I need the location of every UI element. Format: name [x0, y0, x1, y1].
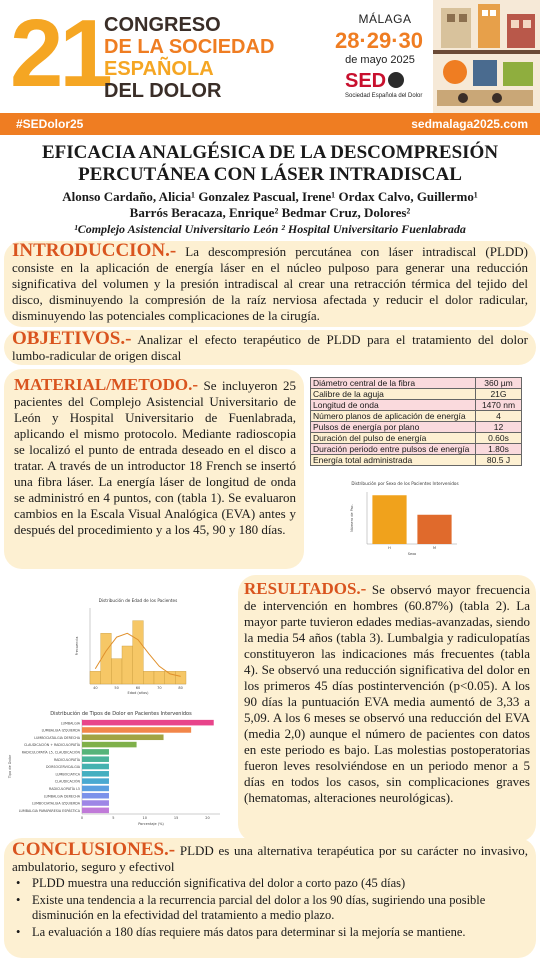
category-label: CLAUDICACIÓN + RADICULOPATÍA: [23, 743, 80, 748]
methods-paragraph: [14, 377, 296, 538]
histogram-bar: [175, 671, 186, 684]
bar: [82, 800, 109, 806]
congress-line-3: ESPAÑOLA: [104, 58, 214, 80]
param-value: 4: [476, 411, 522, 422]
tick-label: 20: [205, 816, 210, 820]
param-row: [311, 422, 522, 433]
section-introduction: [4, 241, 536, 327]
results-paragraph: [244, 581, 530, 806]
param-value: 360 µm: [476, 378, 522, 389]
bar: [82, 786, 109, 792]
category-label: LUMBOCIATALGIA DERECHA: [34, 735, 80, 740]
param-row: [311, 444, 522, 455]
param-row: [311, 400, 522, 411]
congress-header: [0, 0, 540, 113]
congress-title: [104, 14, 274, 102]
malaga-illustration: [433, 0, 540, 113]
category-label: LUMBOCIATALGIA IZQUIERDA: [31, 801, 80, 806]
category-label: RADICULOPATÍA L5, CLAUDICACIÓN: [21, 750, 80, 755]
x-axis-label: Porcentaje (%): [138, 822, 164, 826]
section-methods: [4, 369, 304, 569]
bar: [82, 742, 137, 748]
histogram-bar: [90, 671, 101, 684]
histogram-bar: [165, 671, 176, 684]
category-label: LUMBALGIA IZQUIERDA: [41, 728, 80, 733]
objectives-text: Analizar el efecto terapéutico de PLDD para el tratamiento del dolor lumbo-radicular de origen discal: [12, 332, 528, 363]
sed-logo-mark-icon: [388, 72, 404, 88]
param-value: 0.60s: [476, 433, 522, 444]
tick-label: H: [388, 546, 391, 550]
conclusion-item: • Existe una tendencia a la recurrencia parcial del dolor a los 90 días, sugiriendo una posible disminución en la efectividad del tratamiento a medio plazo.: [12, 893, 528, 923]
congress-month: de mayo 2025: [345, 54, 415, 66]
category-label: LUMBALGIA PARAPARESIA ESPÁSTICA: [18, 808, 80, 813]
sed-logo-text: SED: [345, 70, 387, 92]
param-name: Pulsos de energía por plano: [311, 422, 476, 433]
tick-label: 15: [173, 816, 179, 820]
bar: [82, 749, 109, 755]
bar: [417, 515, 451, 544]
param-value: 1.80s: [476, 444, 522, 455]
tick-label: M: [432, 546, 437, 550]
category-label: RADICULOPATÍA: [54, 757, 80, 762]
conclusion-item: • La evaluación a 180 días requiere más datos para determinar si la mejoría se mantiene.: [12, 925, 528, 940]
tick-label: 80: [178, 686, 183, 690]
section-conclusions: [4, 838, 536, 958]
category-label: RADICULOPATÍA L5: [49, 787, 80, 792]
methods-text: Se incluyeron 25 pacientes del Complejo Asistencial Universitario de León y Hospital Universitario de Fuenlabrada, aplicando el mismo protocolo. Mediante radioscopia se localizó el punto de entrada deseado en el disco a tratar. A través de un introductor 18 French se insertó una fibra láser. La energía láser de longitud de onda se administró en 4 puntos, con (tabla 1). Se evaluaron cambios en la Escala Visual Analógica (EVA) antes y después del procedimiento y a los 45, 90 y 180 días.: [14, 378, 296, 537]
laser-parameters-table: [310, 377, 522, 466]
tick-label: 50: [114, 686, 119, 690]
sex-distribution-chart: [345, 478, 465, 558]
param-name: Duración periodo entre pulsos de energía: [311, 444, 476, 455]
param-value: 80.5 J: [476, 455, 522, 466]
authors-line-1: Alonso Cardaño, Alicia¹ Gonzalez Pascual, Irene¹ Ordax Calvo, Guillermo¹: [62, 189, 478, 204]
tick-label: 10: [142, 816, 147, 820]
param-name: Número planos de aplicación de energía: [311, 411, 476, 422]
category-label: LUMBALGIA: [60, 721, 80, 726]
histogram-bar: [154, 671, 165, 684]
param-value: 12: [476, 422, 522, 433]
authors-line-2: Barrós Beracaza, Enrique² Bedmar Cruz, Dolores²: [129, 205, 411, 220]
age-distribution-chart: [72, 596, 192, 696]
histogram-bar: [122, 646, 133, 684]
param-row: [311, 455, 522, 466]
bar: [82, 793, 109, 799]
param-name: Longitud de onda: [311, 400, 476, 411]
category-label: LUMBALGIA DERECHA: [43, 794, 80, 799]
bar: [82, 720, 214, 726]
section-objectives: [4, 330, 536, 365]
poster-authors: [10, 189, 530, 221]
x-axis-label: Edad (años): [127, 691, 149, 695]
param-name: Energía total administrada: [311, 455, 476, 466]
intro-text: La descompresión percutánea con láser intradiscal (PLDD) consiste en la aplicación de energía láser en el núcleo pulposo para generar una reducción significativa del volumen y la presión intradiscal al crear una retracción térmica del tejido del disco, disminuyendo la compresión de la raíz nerviosa afectada y reducir el dolor radicular, disminuyendo las potenciales complicaciones de la cirugía.: [12, 244, 528, 323]
poster-affiliation: ¹Complejo Asistencial Universitario León ² Hospital Universitario Fuenlabrada: [74, 222, 466, 236]
tick-label: 60: [135, 686, 141, 690]
section-results: [238, 575, 536, 842]
conclusions-paragraph: [12, 839, 528, 875]
intro-heading: INTRODUCCION.-: [12, 241, 177, 261]
y-axis-label: Número de Pac.: [350, 504, 354, 532]
chart-title: Distribución por Sexo de los Pacientes Intervenidos: [351, 481, 459, 486]
congress-dates: 28·29·30: [334, 28, 424, 53]
conclusion-item: • PLDD muestra una reducción significativa del dolor a corto pazo (45 días): [12, 876, 528, 891]
bar: [82, 756, 109, 762]
tick-label: 5: [112, 816, 115, 820]
congress-line-4: DEL DOLOR: [104, 80, 222, 102]
conclusions-list: [12, 876, 528, 940]
x-axis-label: Sexo: [407, 552, 417, 556]
bar: [82, 771, 109, 777]
category-label: CLAUDICACIÓN: [54, 779, 80, 784]
congress-banner: [0, 113, 540, 135]
tick-label: 70: [157, 686, 162, 690]
param-name: Calibre de la aguja: [311, 389, 476, 400]
methods-heading: MATERIAL/METODO.-: [14, 375, 199, 394]
objectives-paragraph: [12, 331, 528, 364]
chart-title: Distribución de Tipos de Dolor en Pacientes Intervenidos: [50, 711, 192, 717]
poster-title: EFICACIA ANALGÉSICA DE LA DESCOMPRESIÓN PERCUTÁNEA CON LÁSER INTRADISCAL: [41, 142, 499, 185]
chart-title: Distribución de Edad de los Pacientes: [98, 598, 178, 603]
objectives-heading: OBJETIVOS.-: [12, 330, 132, 349]
category-label: LUMBOCIATICA: [55, 772, 80, 777]
y-axis-label: Frecuencia: [75, 636, 79, 656]
congress-line-2: DE LA SOCIEDAD: [104, 36, 275, 58]
tick-label: 40: [93, 686, 98, 690]
bar: [82, 727, 191, 733]
param-row: [311, 433, 522, 444]
hashtag: #SEDolor25: [16, 117, 84, 131]
param-value: 21G: [476, 389, 522, 400]
param-row: [311, 389, 522, 400]
y-axis-label: Tipo de Dolor: [8, 754, 12, 779]
congress-line-1: CONGRESO: [104, 14, 221, 36]
histogram-bar: [111, 659, 122, 684]
pain-type-chart: [6, 708, 228, 830]
param-name: Diámetro central de la fibra: [311, 378, 476, 389]
param-name: Duración del pulso de energía: [311, 433, 476, 444]
results-text: Se observó mayor frecuencia de intervención en hombres (60.87%) (tabla 2). La mayor parte tuvieron edades medias-avanzadas, siendo la media 54 años (tabla 3). Lumbalgia y radiculopatías constituyeron las indicaciones más frecuentes (tabla 4). Se observó una reducción significativa del dolor en los primeros 45 días postintervención (p<0.05). A los 90 días la puntuación EVA media aumentó de 3,33 a 5,09. A los 6 meses se observó una reducción del EVA (media 2,0) aunque el número de pacientes con datos en este periodo es bajo. Las molestias postoperatorias fueron leves resolviéndose en un periodo menor a 5 días en todos los casos, sin complicaciones graves (hematomas, alteraciones neurológicas).: [244, 582, 530, 805]
bar: [82, 808, 109, 814]
histogram-bar: [101, 633, 112, 684]
param-row: [311, 378, 522, 389]
param-value: 1470 nm: [476, 400, 522, 411]
histogram-bar: [143, 671, 154, 684]
bar: [82, 764, 109, 770]
bar: [82, 778, 109, 784]
sed-logo: [345, 70, 404, 93]
congress-number: 21: [10, 0, 109, 107]
bar: [372, 495, 406, 544]
sed-org-name: Sociedad Española del Dolor: [345, 93, 423, 99]
param-row: [311, 411, 522, 422]
website-link[interactable]: sedmalaga2025.com: [411, 117, 528, 131]
category-label: DORSOCERVICALGIA: [45, 765, 80, 770]
congress-city: MÁLAGA: [358, 12, 412, 26]
bar: [82, 734, 164, 740]
histogram-bar: [133, 621, 144, 684]
results-heading: RESULTADOS.-: [244, 579, 367, 598]
conclusions-text: PLDD es una alternativa terapéutica por su carácter no invasivo, ambulatorio, seguro y efectivol: [12, 843, 528, 874]
tick-label: 0: [80, 816, 84, 820]
intro-paragraph: [12, 243, 528, 324]
conclusions-heading: CONCLUSIONES.-: [12, 839, 176, 860]
